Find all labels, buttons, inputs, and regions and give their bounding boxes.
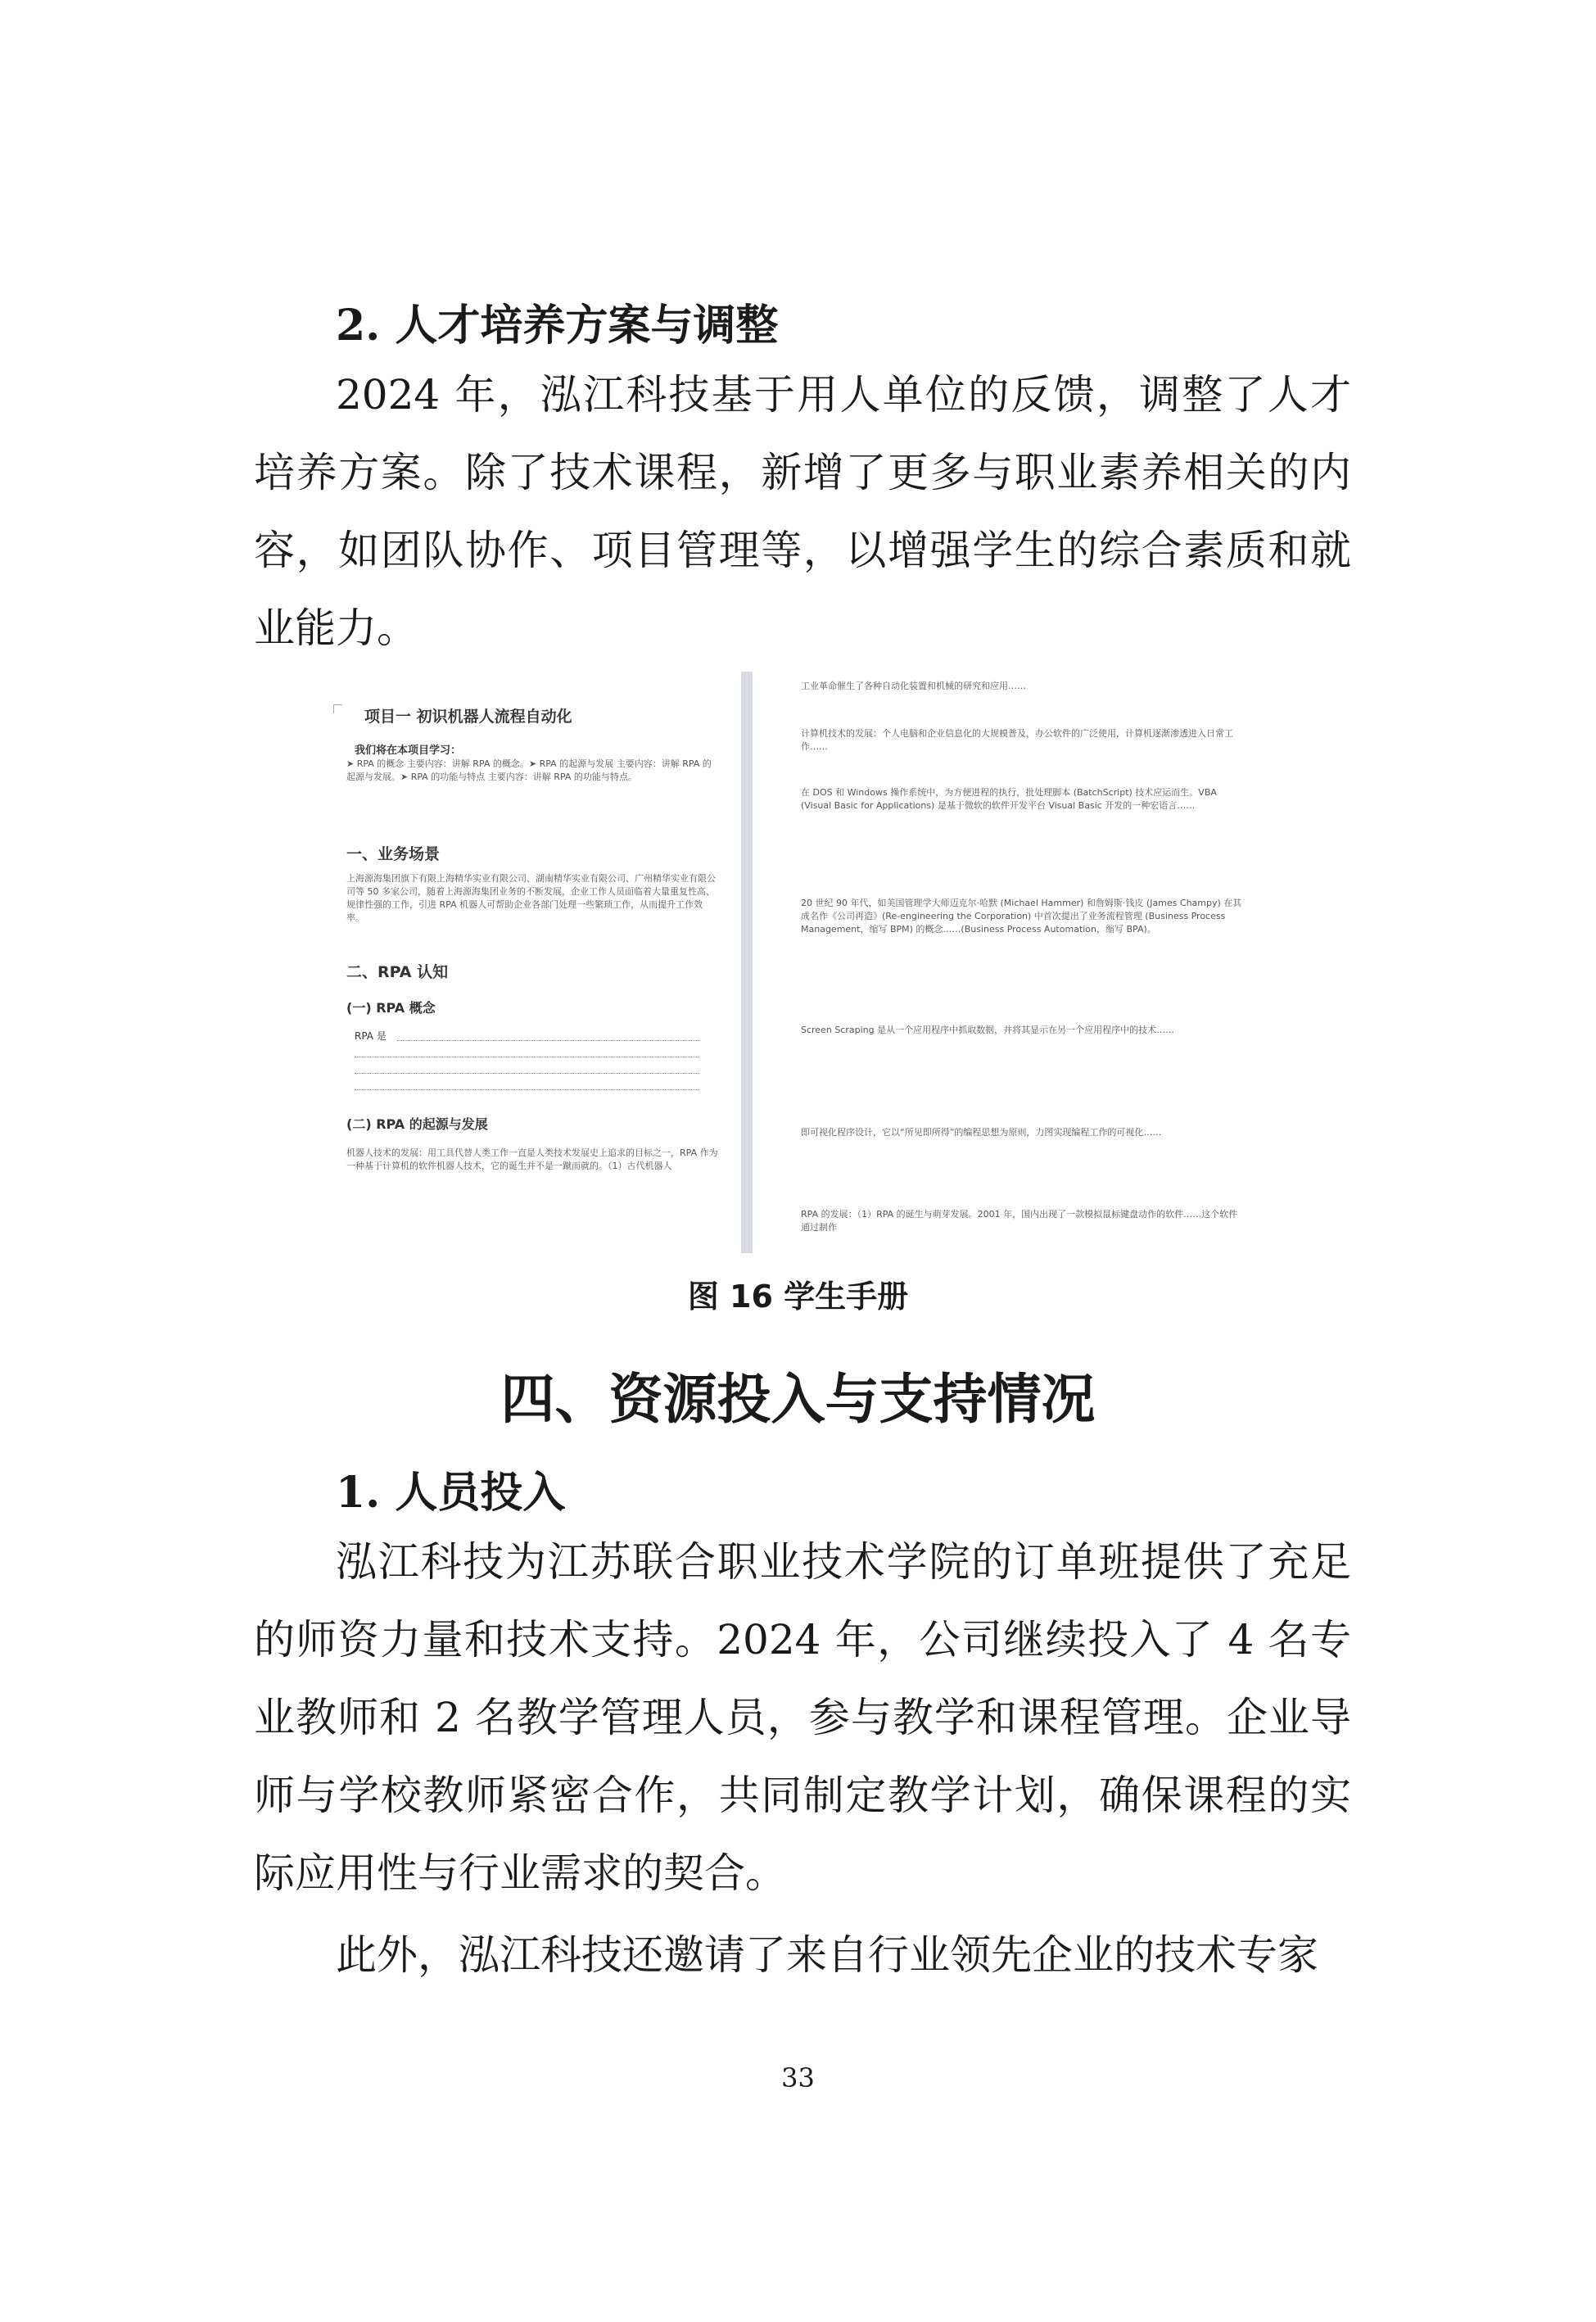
handbook-right-text-2: 计算机技术的发展：个人电脑和企业信息化的大规模普及，办公软件的广泛使用，计算机逐渐渗透进入日常工作…… [801, 728, 1233, 752]
section-heading-personnel: 1. 人员投入 [336, 1468, 566, 1518]
handbook-goals: ➤ RPA 的概念 主要内容：讲解 RPA 的概念。➤ RPA 的起源与发展 主要内容：讲解 RPA 的起源与发展。➤ RPA 的功能与特点 主要内容：讲解 RPA 的功能与特点。 [346, 758, 712, 782]
handbook-right-text-1: 工业革命催生了各种自动化装置和机械的研究和应用…… [801, 681, 1026, 691]
fill-line [355, 1089, 699, 1090]
section-heading-talent-plan: 2. 人才培养方案与调整 [336, 301, 779, 351]
handbook-rpa-heading: 二、RPA 认知 [346, 963, 449, 981]
page-divider [741, 672, 753, 1253]
personnel-paragraph-2: 此外，泓江科技还邀请了来自行业领先企业的技术专家 [336, 1931, 1318, 1979]
handbook-project-title: 项目一 初识机器人流程自动化 [364, 708, 572, 726]
handbook-origin-text: 机器人技术的发展：用工具代替人类工作一直是人类技术发展史上追求的目标之一，RPA 作为一种基于计算机的软件机器人技术，它的诞生并不是一蹴而就的。（1）古代机器人 [346, 1147, 718, 1171]
handbook-right-text-6: 即可视化程序设计，它以“所见即所得”的编程思想为原则，力图实现编程工作的可视化…… [801, 1127, 1162, 1138]
section-title-resources: 四、资源投入与支持情况 [500, 1367, 1096, 1431]
handbook-rpa-concept-heading: (一) RPA 概念 [346, 1000, 436, 1016]
corner-mark [333, 704, 342, 713]
handbook-rpa-origin-heading: (二) RPA 的起源与发展 [346, 1116, 488, 1132]
fill-line [397, 1040, 700, 1041]
fill-line [355, 1073, 699, 1074]
figure-caption: 图 16 学生手册 [687, 1279, 909, 1315]
handbook-right-text-4: 20 世纪 90 年代，如美国管理学大师迈克尔·哈默 (Michael Hammer) 和詹姆斯·钱皮 (James Champy) 在其成名作《公司再造》(Re-engineering the Corporation) 中首次提出了业务流程管理 (Business Process Management，缩写 BPM) 的概念……(Business Process Automation，缩写 BPA)。 [801, 898, 1242, 935]
handbook-right-text-3: 在 DOS 和 Windows 操作系统中，为方便进程的执行，批处理脚本 (BatchScript) 技术应运而生。VBA (Visual Basic for Applications) 是基于微软的软件开发平台 Visual Basic 开发的一种宏语言…… [801, 787, 1217, 811]
handbook-intro: 我们将在本项目学习： [355, 745, 462, 757]
handbook-rpa-label: RPA 是 [355, 1030, 387, 1042]
talent-plan-paragraph: 2024 年，泓江科技基于用人单位的反馈，调整了人才培养方案。除了技术课程，新增了更多与职业素养相关的内容，如团队协作、项目管理等，以增强学生的综合素质和就业能力。 [254, 371, 1351, 652]
handbook-business-text: 上海源海集团旗下有限上海精华实业有限公司、湖南精华实业有限公司、广州精华实业有限公司等 50 多家公司，随着上海源海集团业务的不断发展，企业工作人员面临着大量重复性高、规律性强的工作，引进 RPA 机器人可帮助企业各部门处理一些繁琐工作，从而提升工作效率。 [346, 873, 716, 923]
handbook-business-heading: 一、业务场景 [346, 845, 441, 863]
personnel-paragraph-1: 泓江科技为江苏联合职业技术学院的订单班提供了充足的师资力量和技术支持。2024 年，公司继续投入了 4 名专业教师和 2 名教学管理人员，参与教学和课程管理。企业导师与学校教师紧密合作，共同制定教学计划，确保课程的实际应用性与行业需求的契合。 [254, 1538, 1351, 1897]
student-handbook-figure [332, 672, 1249, 1253]
handbook-right-text-7: RPA 的发展：（1）RPA 的诞生与萌芽发展。2001 年，国内出现了一款模拟鼠标键盘动作的软件……这个软件通过制作 [801, 1209, 1238, 1233]
page-number: 33 [781, 2062, 815, 2093]
handbook-right-text-5: Screen Scraping 是从一个应用程序中抓取数据，并将其显示在另一个应用程序中的技术…… [801, 1025, 1175, 1035]
handbook-right-page [786, 672, 1249, 1253]
handbook-left-page [332, 672, 725, 1253]
